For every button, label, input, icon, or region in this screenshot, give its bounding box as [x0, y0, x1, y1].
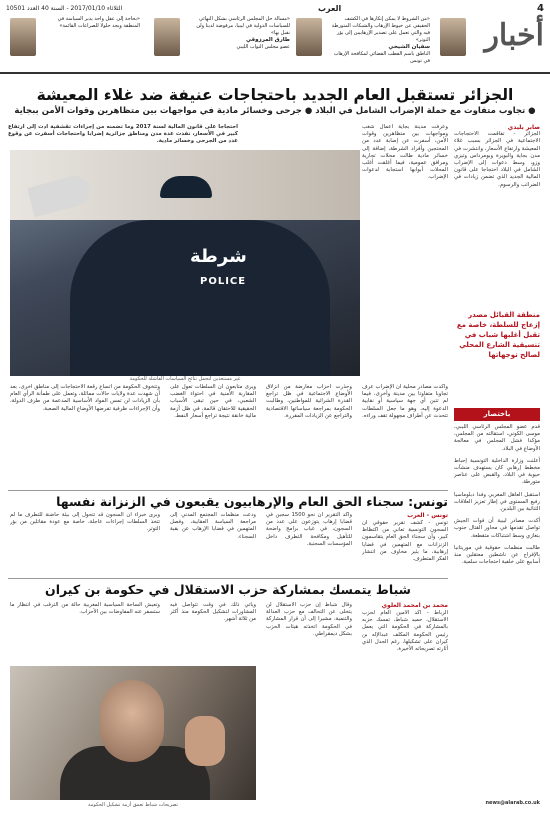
- police-arabic-label: شرطة: [190, 246, 247, 267]
- photo-caption: غير مستعدين لتحمل نتائج السياسات الفاشلة للحكومة: [129, 376, 241, 382]
- police-cap: [160, 176, 212, 198]
- tunisia-byline: تونس - العرب: [407, 512, 448, 519]
- brief-item[interactable]: أعلنت وزارة الداخلية التونسية إحباط مخطط إرهابي كان يستهدف منشآت حيوية في البلاد، والقبض على عناصر متورطة.: [454, 457, 540, 486]
- morocco-column-4: وتعيش الساحة السياسية المغربية حالة من الترقب في انتظار ما ستسفر عنه المفاوضات بين الأحزاب.: [10, 602, 160, 616]
- briefs-list: [454, 424, 540, 796]
- page-header: [0, 0, 550, 74]
- morocco-column-3: ويأتي ذلك في وقت تتواصل فيه المشاورات لتشكيل الحكومة منذ أكثر من ثلاثة أشهر.: [170, 602, 256, 623]
- teaser-name: طارق المرزوقي: [245, 37, 290, 43]
- header-teaser-3: [40, 16, 140, 68]
- main-column-4: وحذرت أحزاب معارضة من انزلاق الأوضاع الاجتماعية في ظل تراجع القدرة الشرائية للمواطنين، وطالبت الحكومة بمراجعة سياساتها الاقتصادية والتراجع عن الزيادات المقررة.: [266, 384, 352, 419]
- morocco-column-2: وقال شباط إن حزب الاستقلال لن يتخلى عن التحالف مع حزب العدالة والتنمية، مشيرا إلى أن قرار المشاركة في الحكومة اتخذته هيئات الحزب بشكل ديمقراطي.: [266, 602, 352, 637]
- tunisia-column-3: ودعت منظمات المجتمع المدني إلى مراجعة السياسة العقابية، وفصل المتهمين في قضايا الإرهاب عن بقية السجناء.: [170, 512, 256, 540]
- avatar: [154, 18, 180, 56]
- morocco-column-1: الرباط - أكد الأمين العام لحزب الاستقلال، حميد شباط، تمسك حزبه بالمشاركة في الحكومة التي يعمل رئيس الحكومة المكلف عبدالإله بن كيران على تشكيلها، رغم الجدل الذي أثارته تصريحاته الأخيرة.: [362, 610, 448, 653]
- brief-item[interactable]: استقبل العاهل المغربي وفدا دبلوماسيا رفيع المستوى في إطار تعزيز العلاقات الثنائية بين البلدين.: [454, 491, 540, 513]
- main-subhead: ● تجاوب متفاوت مع حملة الإضراب الشامل في البلاد ● جرحى وخسائر مادية في مواجهات بين متظاهرين وقوات الأمن ببجاية: [14, 106, 536, 116]
- protest-photo: [10, 150, 360, 376]
- teaser-quote: «بحاجة إلى عقل واحد يدير السياسة في المنطقة ويجد حلولا للصراعات القائمة»: [57, 16, 140, 29]
- main-column-2: وعرفت مدينة بجاية أعمال شغب ومواجهات بين متظاهرين وقوات الأمن، أسفرت عن إصابة عدد من المحتجين وأفراد الشرطة، إضافة إلى خسائر مادية طالت محلات تجارية ومرافق عمومية، فيما أغلقت أغلب المحلات أبوابها استجابة لدعوات الإضراب.: [362, 124, 448, 181]
- teaser-quote: «من الشروط لا يمكن إنكارها في الكشف الحقيقي عن خيوط الإرهاب والشبكات المتورطة فيه والتي تعمل على تصدير الإرهابيين إلى بؤر التوتر»: [331, 16, 430, 43]
- main-column-5: ويرى متابعون أن السلطات تعول على المقاربة الأمنية في احتواء الغضب الشعبي، في حين تبقى الأسباب الحقيقية للاحتقان قائمة، في ظل أزمة مالية خانقة نتيجة تراجع أسعار النفط.: [170, 384, 256, 419]
- photo-hand: [185, 716, 225, 766]
- photo-caption: تصريحات شباط تعمق أزمة تشكيل الحكومة: [88, 802, 178, 808]
- header-top-line: [6, 2, 544, 14]
- avatar: [440, 18, 466, 56]
- main-column-text: الجزائر - تفاقمت الاحتجاجات الاجتماعية في الجزائر بسبب غلاء المعيشة وارتفاع الأسعار، وانتشرت في مدن بجاية والبويرة وبومرداس وتيزي وزو، وسط دعوات إلى الإضراب الشامل في البلاد احتجاجا على قانون المالية الجديد الذي تضمن زيادات في الضرائب والرسوم.: [454, 131, 540, 188]
- issue-info: الثلاثاء 2017/01/10 - السنة 40 العدد 10501: [6, 4, 123, 12]
- pull-quote: منطقة القبائل مصدر إزعاج للسلطة، خاصة مع تقبل أغلبها شباب في تنسيقية الشارع المحلي لصالح توجهاتها: [456, 311, 540, 359]
- morocco-headline[interactable]: شباط يتمسك بمشاركة حزب الاستقلال في حكومة بن كيران: [45, 582, 411, 597]
- page-number: 4: [537, 2, 544, 14]
- tunisia-column-2: وأكد التقرير أن نحو 1500 سجين في قضايا إرهاب يتوزعون على عدد من السجون، في غياب برامج واضحة للتأهيل ومكافحة التطرف داخل المؤسسات السجنية.: [266, 512, 352, 547]
- teaser-role: الناطق باسم القطب القضائي لمكافحة الإرهاب في تونس: [333, 51, 430, 64]
- photo-face: [100, 680, 164, 762]
- newspaper-name: العرب: [318, 3, 342, 13]
- contact-email[interactable]: news@alarab.co.uk: [485, 800, 540, 806]
- header-teaser-2: [190, 16, 290, 68]
- briefs-title: باختصار: [454, 408, 540, 421]
- tunisia-column-1: تونس - كشف تقرير حقوقي أن السجون التونسية تعاني من اكتظاظ كبير، وأن سجناء الحق العام يتقاسمون الزنزانات مع المتهمين في قضايا إرهابية، ما يثير مخاوف من انتشار الفكر المتطرف.: [362, 520, 448, 563]
- section-title: أخبار: [484, 18, 544, 53]
- divider: [8, 578, 448, 579]
- brief-item[interactable]: قدم عضو المجلس الرئاسي الليبي، موسى الكوني، استقالته من المجلس، مؤكدا فشل المجلس في معالجة الأوضاع في البلاد.: [454, 424, 540, 452]
- brief-item[interactable]: أكدت مصادر ليبية أن قوات الجيش تواصل تقدمها في محاور القتال جنوب بنغازي وسط اشتباكات متقطعة.: [454, 518, 540, 539]
- teaser-role: عضو مجلس النواب الليبي: [236, 44, 290, 50]
- main-byline: صابر بليدي: [507, 124, 540, 131]
- avatar: [296, 18, 322, 56]
- police-label: POLICE: [200, 276, 247, 287]
- tunisia-headline[interactable]: تونس: سجناء الحق العام والإرهابيون يقبعون في الزنزانة نفسها: [56, 494, 448, 509]
- main-lead: احتجاجا على قانون المالية لسنة 2017 وما تضمنه من إجراءات تقشفية أدت إلى ارتفاع كبير في الأسعار، نفذت عدة مدن ومناطق جزائرية إضرابا واحتجاجات أسفرت عن وقوع عدد من الجرحى وخسائر مادية.: [8, 124, 238, 145]
- main-column-3: وأكدت مصادر محلية أن الإضراب عرف تجاوبا متفاوتا بين مدينة وأخرى، فيما لم تتبن أي جهة سياسية أو نقابية الدعوة إليه، وهو ما جعل السلطات تتحدث عن أطراف مجهولة تقف وراءه.: [362, 384, 448, 419]
- main-headline[interactable]: الجزائر تستقبل العام الجديد باحتجاجات عنيفة ضد غلاء المعيشة: [36, 86, 514, 104]
- politician-photo: [10, 666, 256, 800]
- main-column-6: وتتخوف الحكومة من اتساع رقعة الاحتجاجات إلى مناطق أخرى، بعد أن شهدت عدة ولايات حالات مماثلة، وتعمل على طمأنة الرأي العام بأن الزيادات لن تمس المواد الأساسية المدعمة من طرف الدولة، وأن الإجراءات ظرفية تفرضها الأوضاع المالية الصعبة.: [10, 384, 160, 412]
- morocco-byline: محمد بن امحمد العلوي: [381, 602, 448, 609]
- brief-item[interactable]: طالبت منظمات حقوقية في موريتانيا بالإفراج عن ناشطين معتقلين منذ أسابيع على خلفية احتجاجات سلمية.: [454, 544, 540, 566]
- police-jacket: [70, 220, 330, 376]
- divider: [8, 490, 448, 491]
- teaser-quote: «مسألة حل المجلس الرئاسي بشكل النهائي للسياسات الدولية في ليبيا، مرفوضة لدينا ولن نقبل بها»: [196, 16, 290, 36]
- teaser-name: سفيان الشيخي: [388, 44, 430, 50]
- avatar: [10, 18, 36, 56]
- header-teaser-1: [330, 16, 430, 68]
- tunisia-column-4: ويرى خبراء أن السجون قد تتحول إلى بيئة حاضنة للتطرف ما لم تتخذ السلطات إجراءات عاجلة، خاصة مع عودة مقاتلين من بؤر التوتر.: [10, 512, 160, 533]
